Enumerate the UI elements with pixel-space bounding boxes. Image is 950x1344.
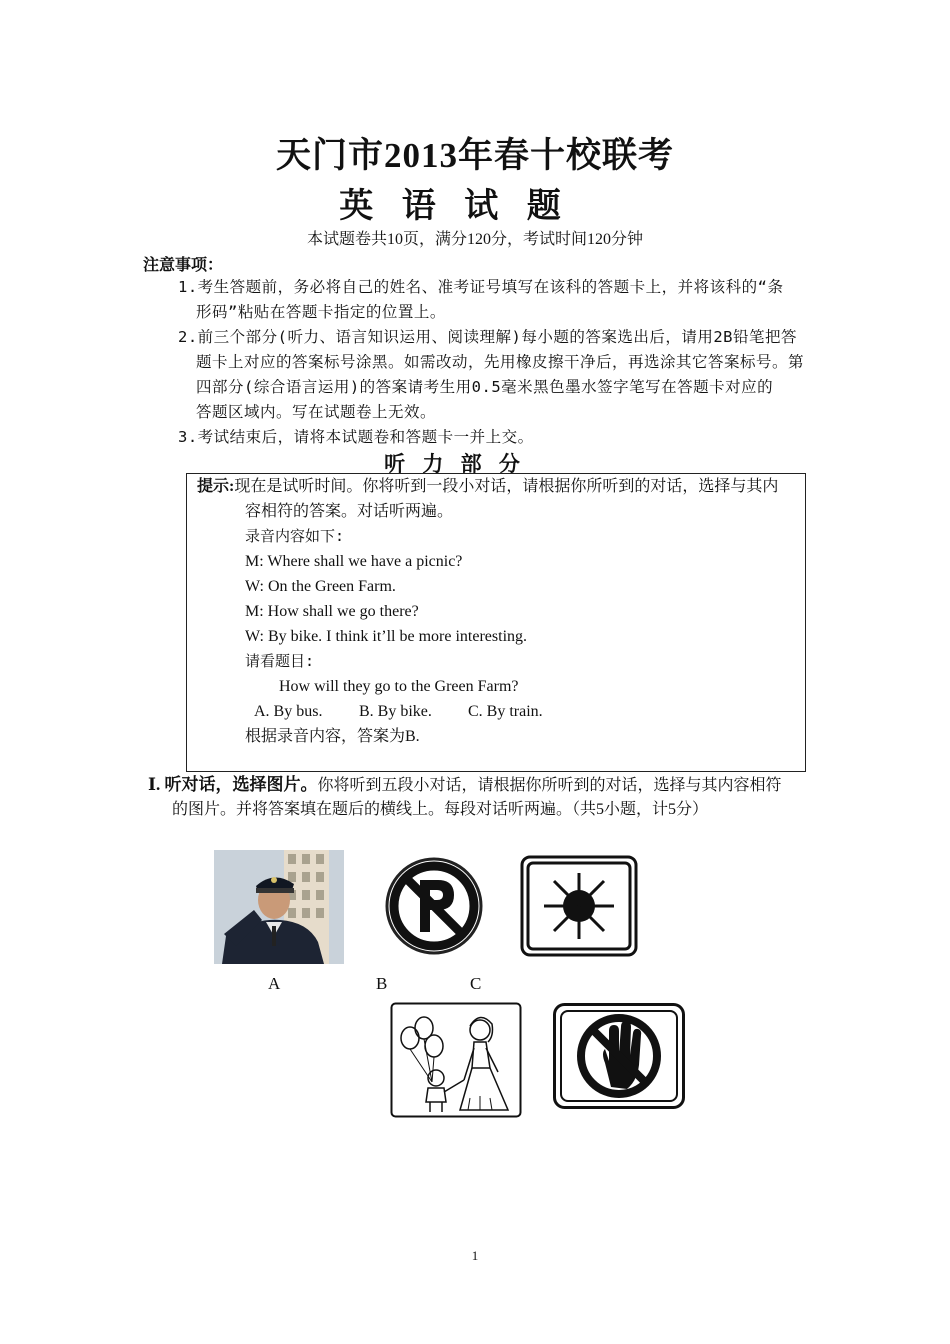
part1-instr-line1: 你将听到五段小对话，请根据你所听到的对话，选择与其内容相符 [317,777,782,794]
picture-label-a: A [268,974,281,993]
no-parking-sign-icon [384,852,484,960]
notice-line: 四部分(综合语言运用)的答案请考生用0.5毫米黑色墨水签字笔写在答题卡对应的 [196,378,774,396]
no-touching-sign-icon [553,1003,685,1109]
notice-line: 题卡上对应的答案标号涂黑。如需改动，先用橡皮擦干净后，再选涂其它答案标号。第 [196,353,805,371]
mother-child-balloons-icon [390,1002,522,1118]
notice-item-1 [178,275,808,325]
exam-info: 本试题卷共10页，满分120分，考试时间120分钟 [306,231,643,248]
picture-label-b: B [376,974,388,993]
example-option-a: A. By bus. [254,703,323,720]
police-officer-salute-icon [214,850,344,964]
dialogue-line: M: How shall we go there? [245,603,419,620]
picture-label-c: C [470,974,482,993]
tip-text: 现在是试听时间。你将听到一段小对话，请根据你所听到的对话，选择与其内 [234,478,779,495]
example-answer: 根据录音内容，答案为B. [245,728,420,745]
page-title: 天门市2013年春十校联考 [275,136,674,175]
tip-line-2: 容相符的答案。对话听两遍。 [245,503,454,520]
notice-line: 3.考试结束后，请将本试题卷和答题卡一并上交。 [178,428,534,446]
page-number: 1 [471,1248,479,1263]
listening-section-title: 听 力 部 分 [384,452,526,476]
dialogue-line: M: Where shall we have a picnic? [245,553,463,570]
example-option-b: B. By bike. [359,703,432,720]
question-label: 请看题目: [245,652,315,670]
tip-label: 提示: [197,478,235,495]
example-question: How will they go to the Green Farm? [279,678,519,695]
notice-line: 2.前三个部分(听力、语言知识运用、阅读理解)每小题的答案选出后，请用2B铅笔把答 [178,328,797,346]
dialogue-line: W: On the Green Farm. [245,578,396,595]
notice-line: 答题区域内。写在试题卷上无效。 [196,403,437,421]
notice-item-2 [178,325,808,425]
tip-line-1 [197,474,778,499]
listening-example-box [186,473,806,772]
part1-instructions [148,773,808,822]
notice-line: 形码”粘贴在答题卡指定的位置上。 [196,303,446,321]
part1-heading: Ⅰ. 听对话，选择图片。 [148,775,318,794]
notice-item-3 [178,425,808,450]
recording-label: 录音内容如下: [245,527,345,545]
notice-heading: 注意事项： [143,257,224,274]
example-option-c: C. By train. [468,703,543,720]
dialogue-line: W: By bike. I think it’ll be more interesting. [245,628,528,645]
notice-line: 1.考生答题前，务必将自己的姓名、准考证号填写在该科的答题卡上，并将该科的“条 [178,278,784,296]
exam-subject-title: 英 语 试 题 [339,188,571,225]
explosive-hazard-sign-icon [520,855,638,957]
part1-instr-line2: 的图片。并将答案填在题后的横线上。每段对话听两遍。（共5小题，计5分） [172,801,709,818]
